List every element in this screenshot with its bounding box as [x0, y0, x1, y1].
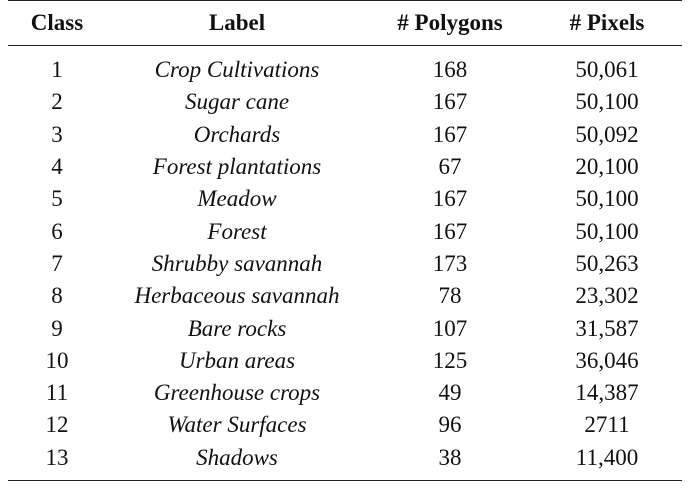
cell-label: Herbaceous savannah: [134, 283, 340, 309]
cell-polygons: 168: [432, 57, 468, 83]
table-row: [8, 46, 682, 87]
cell-label: Meadow: [197, 186, 277, 212]
cell-pixels: 50,100: [575, 89, 639, 115]
cell-label: Forest plantations: [152, 154, 322, 180]
cell-polygons: 78: [438, 283, 462, 309]
cell-pixels: 50,100: [575, 218, 639, 244]
table-row: [8, 312, 682, 344]
class-table: [8, 0, 682, 481]
table-row: [8, 183, 682, 215]
table-row: [8, 442, 682, 481]
cell-label: Urban areas: [178, 347, 296, 373]
cell-pixels: 31,587: [575, 315, 639, 341]
cell-class: 11: [45, 380, 69, 406]
cell-pixels: 14,387: [575, 380, 639, 406]
cell-class: 6: [51, 218, 63, 244]
cell-polygons: 173: [432, 250, 468, 276]
cell-pixels: 23,302: [575, 283, 639, 309]
table-row: [8, 345, 682, 377]
cell-polygons: 49: [438, 380, 462, 406]
cell-label: Forest: [207, 218, 267, 244]
cell-class: 9: [51, 315, 63, 341]
cell-label: Orchards: [193, 121, 281, 147]
table-row: [8, 119, 682, 151]
class-table-container: [8, 0, 682, 481]
cell-class: 10: [45, 347, 69, 373]
table-header: [8, 1, 682, 46]
cell-label: Crop Cultivations: [154, 57, 320, 83]
table-row: [8, 86, 682, 118]
cell-pixels: 50,263: [575, 250, 639, 276]
cell-class: 13: [45, 444, 69, 470]
cell-class: 2: [51, 89, 63, 115]
cell-pixels: 50,092: [575, 121, 639, 147]
cell-class: 3: [51, 121, 63, 147]
table-row: [8, 409, 682, 441]
cell-polygons: 96: [438, 412, 462, 438]
cell-class: 4: [51, 154, 63, 180]
cell-polygons: 125: [432, 347, 468, 373]
cell-label: Shrubby savannah: [151, 250, 323, 276]
table-row: [8, 248, 682, 280]
cell-class: 5: [51, 186, 63, 212]
cell-polygons: 38: [438, 444, 462, 470]
cell-class: 7: [51, 250, 63, 276]
cell-label: Shadows: [196, 444, 278, 470]
cell-label: Bare rocks: [187, 315, 287, 341]
header-pixels: # Pixels: [569, 10, 645, 35]
cell-pixels: 50,061: [575, 57, 639, 83]
cell-polygons: 107: [432, 315, 468, 341]
header-row: [8, 1, 682, 46]
cell-class: 1: [51, 57, 63, 83]
cell-pixels: 2711: [584, 412, 630, 438]
cell-polygons: 167: [432, 186, 468, 212]
cell-pixels: 11,400: [575, 444, 639, 470]
header-label: Label: [208, 10, 266, 35]
table-row: [8, 151, 682, 183]
cell-polygons: 67: [438, 154, 462, 180]
cell-label: Greenhouse crops: [153, 380, 321, 406]
cell-polygons: 167: [432, 121, 468, 147]
header-polygons: # Polygons: [397, 10, 503, 35]
cell-label: Sugar cane: [184, 89, 290, 115]
cell-label: Water Surfaces: [167, 412, 307, 438]
cell-pixels: 20,100: [575, 154, 639, 180]
cell-pixels: 36,046: [575, 347, 639, 373]
table-body: [8, 46, 682, 481]
header-class: Class: [30, 10, 84, 35]
cell-polygons: 167: [432, 89, 468, 115]
cell-polygons: 167: [432, 218, 468, 244]
table-row: [8, 377, 682, 409]
cell-pixels: 50,100: [575, 186, 639, 212]
cell-class: 12: [45, 412, 69, 438]
table-row: [8, 215, 682, 247]
table-row: [8, 280, 682, 312]
cell-class: 8: [51, 283, 63, 309]
